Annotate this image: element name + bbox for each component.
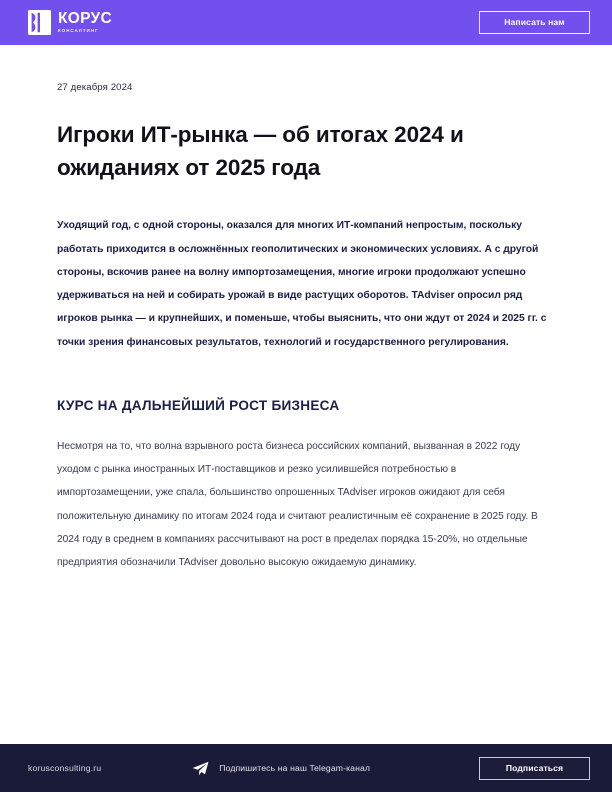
site-header [0, 0, 612, 45]
article-date: 27 декабря 2024 [57, 82, 133, 93]
page-title: Игроки ИТ-рынка — об итогах 2024 и ожиданиях от 2025 года [57, 122, 464, 180]
korus-k-mark-icon [28, 10, 51, 35]
article-content [0, 82, 612, 574]
section-heading: КУРС НА ДАЛЬНЕЙШИЙ РОСТ БИЗНЕСА [57, 397, 340, 413]
telegram-paper-plane-icon [192, 761, 209, 776]
footer-cta-label: Подпишитесь на наш Telegam-канал [219, 763, 371, 773]
footer-telegram-cta[interactable] [101, 761, 461, 776]
subscribe-button[interactable]: Подписаться [479, 757, 590, 780]
contact-us-button[interactable]: Написать нам [479, 11, 590, 34]
article-lead-paragraph: Уходящий год, с одной стороны, оказался для многих ИТ-компаний непростым, поскольку работать приходится в осложнённых геополитических и экономических условиях. А с другой стороны, вскочив ранее на волну импортозамещения, многие игроки продолжают успешно удерживаться на ней и собирать урожай в виде растущих оборотов. TAdviser опросил ряд игроков рынка — и крупнейших, и поменьше, чтобы выяснить, что они ждут от 2024 и 2025 гг. с точки зрения финансовых результатов, технологий и государственного регулирования. [57, 220, 547, 348]
brand-wordmark [58, 11, 112, 33]
brand-logo[interactable] [28, 10, 112, 35]
brand-subtitle: КОНСАЛТИНГ [58, 28, 99, 34]
site-footer [0, 744, 612, 792]
brand-name: КОРУС [58, 10, 112, 28]
article-body-paragraph: Несмотря на то, что волна взрывного роста бизнеса российских компаний, вызванная в 2022 году уходом с рынка иностранных ИТ-поставщиков и резко усилившейся потребностью в импортозамещении, уже спала, большинство опрошенных TAdviser игроков ожидают для себя положительную динамику по итогам 2024 года и считают реалистичным её сохранение в 2025 году. В 2024 году в среднем в компаниях рассчитывают на рост в пределах порядка 15-20%, но отдельные предприятия обозначили TAdviser довольно высокую ожидаемую динамику. [57, 440, 538, 569]
footer-site-url[interactable]: korusconsulting.ru [28, 763, 102, 773]
